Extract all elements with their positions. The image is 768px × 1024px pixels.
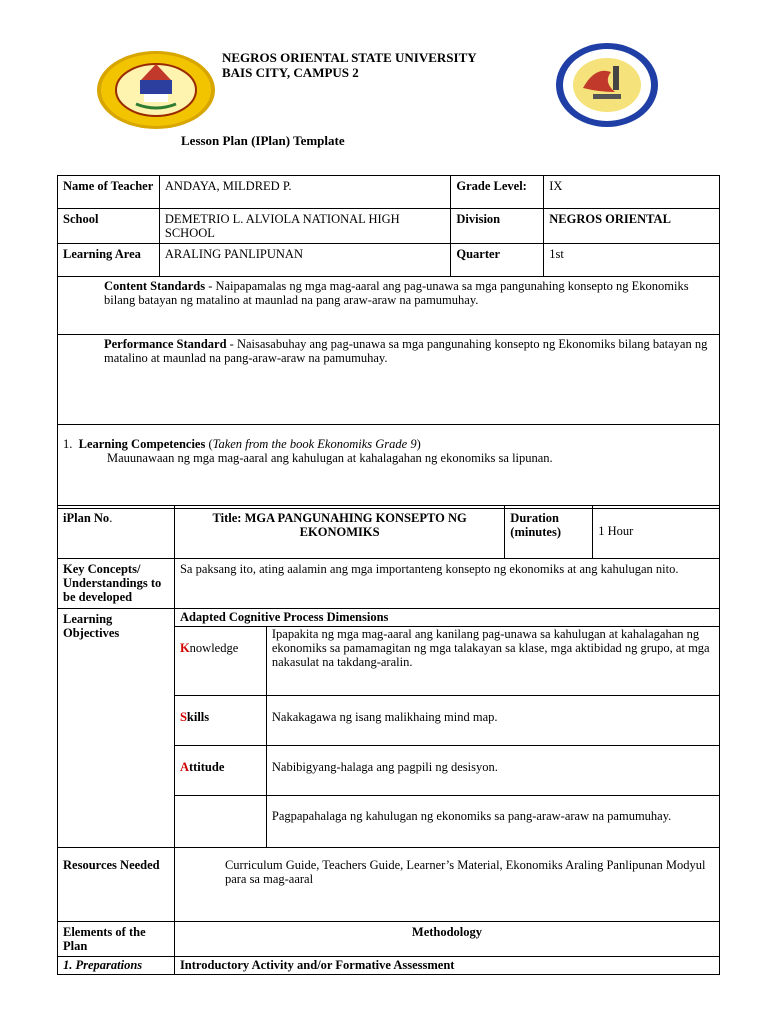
- knowledge-label: Knowledge: [174, 627, 266, 696]
- skills-text: Nakakagawa ng isang malikhaing mind map.: [266, 696, 719, 746]
- plan-title: Lesson Plan (IPlan) Template: [181, 133, 345, 148]
- iplan-title: Title: MGA PANGUNAHING KONSEPTO NG EKONOMIKS: [174, 506, 504, 559]
- teacher-value: ANDAYA, MILDRED P.: [159, 176, 450, 209]
- performance-standard-label: Performance Standard: [104, 337, 227, 351]
- college-of-education-logo: [555, 42, 659, 128]
- content-standards-text: - Naipapamalas ng mga mag-aaral ang pag-unawa sa mga pangunahing konsepto ng Ekonomiks bilang batayan ng matalino at maunlad na pang araw-araw na pamumuhay.: [104, 279, 689, 307]
- content-standards: [58, 277, 720, 335]
- division-label: Division: [451, 209, 544, 244]
- competency-source: Taken from the book Ekonomiks Grade 9: [212, 437, 417, 451]
- preparations-label: 1. Preparations: [58, 957, 175, 975]
- learning-objectives-label: Learning Objectives: [58, 609, 175, 848]
- area-label: Learning Area: [58, 244, 160, 277]
- key-concepts-label: Key Concepts/ Understandings to be developed: [58, 559, 175, 609]
- teacher-label: Name of Teacher: [58, 176, 160, 209]
- cognitive-dimensions-heading: Adapted Cognitive Process Dimensions: [174, 609, 719, 627]
- quarter-value: 1st: [544, 244, 720, 277]
- methodology-heading: Methodology: [174, 922, 719, 957]
- preparations-text: Introductory Activity and/or Formative Assessment: [174, 957, 719, 975]
- quarter-label: Quarter: [451, 244, 544, 277]
- performance-standard-text: - Naisasabuhay ang pag-unawa sa mga pangunahing konsepto ng Ekonomiks bilang batayan ng matalino at maunlad na pang-araw-araw na pamumuhay.: [104, 337, 708, 365]
- school-label: School: [58, 209, 160, 244]
- attitude-text: Nabibigyang-halaga ang pagpili ng desisyon.: [266, 746, 719, 796]
- duration-label: Duration (minutes): [505, 506, 593, 559]
- competency-text: Mauunawaan ng mga mag-aaral ang kahulugan at kahalagahan ng ekonomiks sa lipunan.: [107, 451, 553, 465]
- division-value: NEGROS ORIENTAL: [544, 209, 720, 244]
- elements-label: Elements of the Plan: [58, 922, 175, 957]
- attitude-label: Attitude: [174, 746, 266, 796]
- header-title: [222, 50, 477, 80]
- duration-value: 1 Hour: [593, 506, 720, 559]
- grade-label: Grade Level:: [451, 176, 544, 209]
- key-concepts-text: Sa paksang ito, ating aalamin ang mga importanteng konsepto ng ekonomiks at ang kahulugan nito.: [174, 559, 719, 609]
- grade-value: IX: [544, 176, 720, 209]
- competency-label: Learning Competencies: [78, 437, 206, 451]
- knowledge-text: Ipapakita ng mga mag-aaral ang kanilang pag-unawa sa kahulugan at kahalagahan ng ekonomiks sa pamamagitan ng mga talakayan sa klase, mga aktibidad ng grupo, at mga nakasulat na takdang-aralin.: [266, 627, 719, 696]
- university-seal-logo: [96, 50, 216, 130]
- area-value: ARALING PANLIPUNAN: [159, 244, 450, 277]
- competency-number: 1.: [63, 437, 73, 451]
- campus-name: BAIS CITY, CAMPUS 2: [222, 65, 359, 80]
- iplan-table: [57, 505, 720, 975]
- skills-label: Skills: [174, 696, 266, 746]
- values-label: [174, 796, 266, 848]
- performance-standard: [58, 335, 720, 425]
- content-standards-label: Content Standards: [104, 279, 206, 293]
- values-text: Pagpapahalaga ng kahulugan ng ekonomiks sa pang-araw-araw na pamumuhay.: [266, 796, 719, 848]
- resources-label: Resources Needed: [58, 848, 175, 922]
- school-value: DEMETRIO L. ALVIOLA NATIONAL HIGH SCHOOL: [159, 209, 450, 244]
- resources-text: Curriculum Guide, Teachers Guide, Learner’s Material, Ekonomiks Araling Panlipunan Modyul para sa mag-aaral: [174, 848, 719, 922]
- iplan-no-label: iPlan No: [63, 511, 110, 525]
- learning-competencies: 1. Learning Competencies (Taken from the book Ekonomiks Grade 9) Mauunawaan ng mga mag-aaral ang kahulugan at kahalagahan ng ekonomiks sa lipunan.: [58, 425, 720, 509]
- iplan-no-cell: iPlan No.: [58, 506, 175, 559]
- university-name: NEGROS ORIENTAL STATE UNIVERSITY: [222, 50, 477, 65]
- teacher-info-table: [57, 175, 720, 509]
